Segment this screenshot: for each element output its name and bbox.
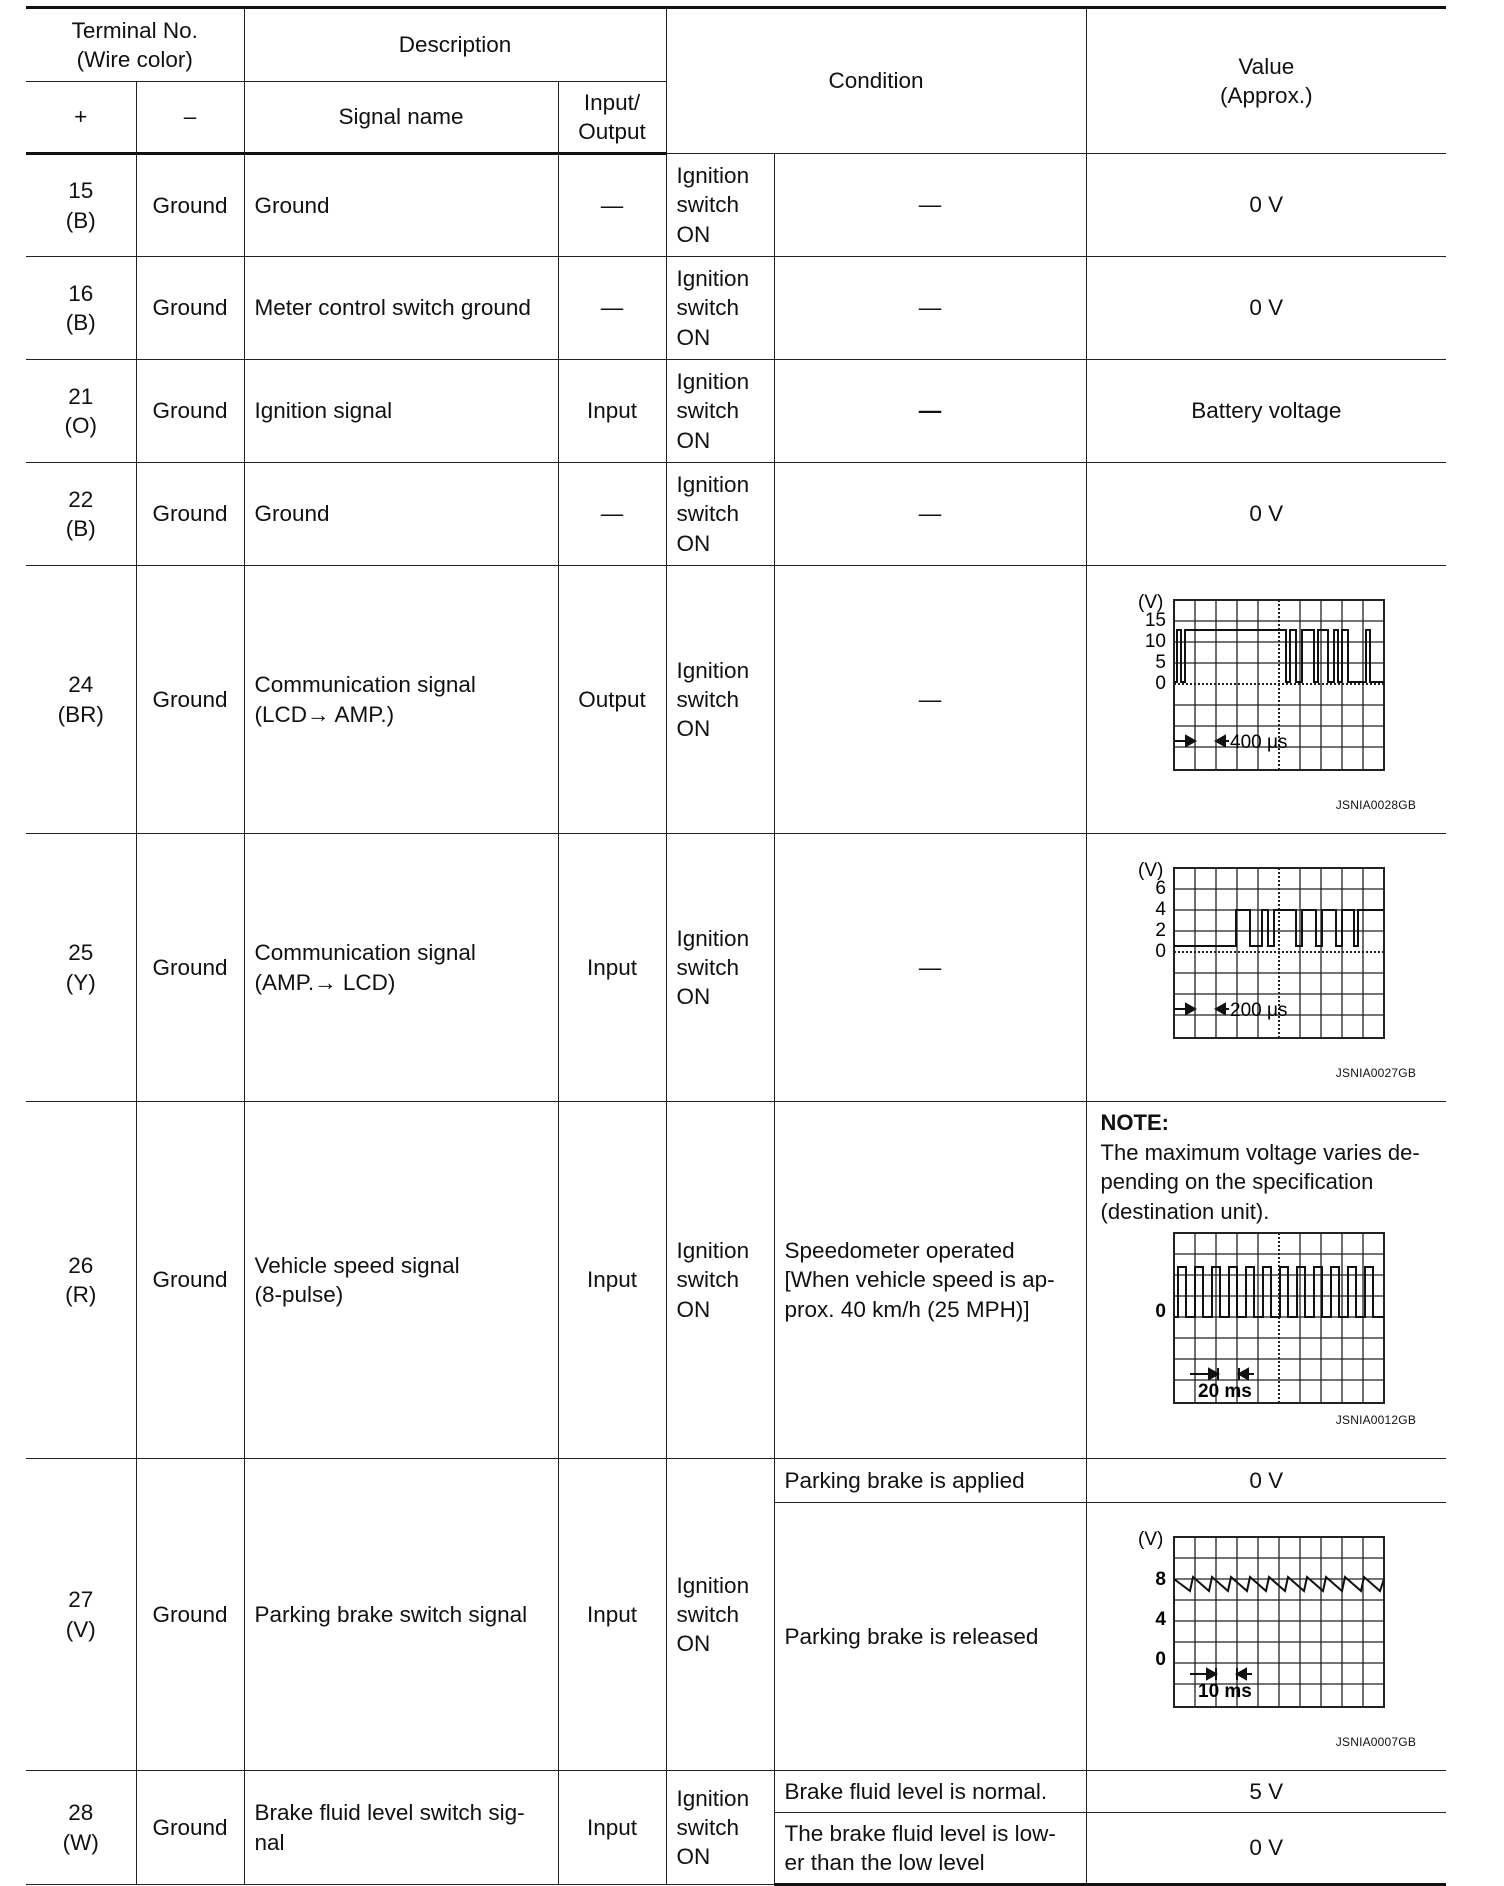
figure-code: JSNIA0007GB (1335, 1734, 1417, 1749)
signal-name-cell: Ignition signal (244, 360, 558, 463)
signal-name-cell: Communication signal (LCD→ AMP.) (244, 566, 558, 834)
io-cell: Input (558, 360, 666, 463)
io-cell: — (558, 257, 666, 360)
waveform-y-tick: 5 (1155, 651, 1167, 673)
waveform-y-tick: 0 (1155, 1648, 1167, 1670)
waveform-y-tick: 2 (1155, 919, 1167, 941)
condition-main-cell: Ignition switch ON (666, 566, 774, 834)
terminal-cell: 27 (V) (26, 1459, 136, 1771)
io-cell: — (558, 154, 666, 257)
value-cell: 0 V (1086, 154, 1446, 257)
minus-cell: Ground (136, 1102, 244, 1459)
header-plus: + (26, 82, 136, 154)
condition-sub-cell: The brake fluid level is low- er than the low level (774, 1813, 1086, 1885)
waveform-time-marker (1174, 1004, 1229, 1014)
condition-main-cell: Ignition switch ON (666, 1771, 774, 1885)
table-row (26, 1771, 1446, 1813)
condition-sub-cell: — (774, 834, 1086, 1102)
condition-sub-cell: — (774, 463, 1086, 566)
terminal-cell: 25 (Y) (26, 834, 136, 1102)
value-cell: 0 V (1086, 463, 1446, 566)
waveform-comm-amp-lcd (1096, 854, 1436, 1060)
condition-main-cell: Ignition switch ON (666, 257, 774, 360)
waveform-y-tick: 8 (1155, 1568, 1167, 1590)
waveform-y-tick: 0 (1155, 672, 1167, 694)
header-row-1 (26, 8, 1446, 82)
table-row (26, 360, 1446, 463)
figure-code: JSNIA0027GB (1335, 1065, 1417, 1080)
waveform-unit-label: (V) (1138, 1528, 1164, 1550)
waveform-time-label: 400 μs (1230, 731, 1288, 753)
terminal-spec-table (26, 6, 1446, 1886)
terminal-cell: 22 (B) (26, 463, 136, 566)
waveform-y-tick: 4 (1155, 1608, 1167, 1630)
condition-main-cell: Ignition switch ON (666, 1459, 774, 1771)
minus-cell: Ground (136, 360, 244, 463)
signal-name-cell: Parking brake switch signal (244, 1459, 558, 1771)
minus-cell: Ground (136, 257, 244, 360)
terminal-cell: 21 (O) (26, 360, 136, 463)
terminal-cell: 16 (B) (26, 257, 136, 360)
minus-cell: Ground (136, 834, 244, 1102)
minus-cell: Ground (136, 1771, 244, 1885)
header-signal-name: Signal name (244, 82, 558, 154)
waveform-y-tick: 6 (1155, 877, 1167, 899)
table-row (26, 463, 1446, 566)
table-row (26, 1102, 1446, 1459)
waveform-time-label: 10 ms (1198, 1680, 1253, 1702)
figure-code: JSNIA0028GB (1335, 797, 1417, 812)
waveform-unit-label: (V) (1138, 859, 1164, 881)
condition-sub-cell: — (774, 257, 1086, 360)
condition-sub-cell: Parking brake is released (774, 1503, 1086, 1771)
waveform-y-tick: 10 (1145, 630, 1167, 652)
condition-sub-cell: Speedometer operated [When vehicle speed is ap- prox. 40 km/h (25 MPH)] (774, 1102, 1086, 1459)
value-cell (1086, 1102, 1446, 1459)
minus-cell: Ground (136, 463, 244, 566)
io-cell: Output (558, 566, 666, 834)
waveform-y-tick: 0 (1155, 1300, 1167, 1322)
header-description: Description (244, 8, 666, 82)
io-cell: Input (558, 834, 666, 1102)
waveform-time-marker (1190, 1368, 1254, 1380)
waveform-unit-label: (V) (1138, 591, 1164, 613)
condition-sub-cell: — (774, 566, 1086, 834)
condition-main-cell: Ignition switch ON (666, 1102, 774, 1459)
condition-sub-cell: — (774, 154, 1086, 257)
header-terminal-no: Terminal No. (Wire color) (26, 8, 244, 82)
minus-cell: Ground (136, 1459, 244, 1771)
header-condition: Condition (666, 8, 1086, 154)
signal-name-cell: Meter control switch ground (244, 257, 558, 360)
condition-sub-cell: Parking brake is applied (774, 1459, 1086, 1503)
table-row (26, 834, 1446, 1102)
io-cell: Input (558, 1102, 666, 1459)
terminal-cell: 24 (BR) (26, 566, 136, 834)
minus-cell: Ground (136, 154, 244, 257)
waveform-time-label: 200 μs (1230, 999, 1288, 1021)
waveform-parking-brake (1096, 1523, 1436, 1729)
figure-code: JSNIA0012GB (1335, 1412, 1417, 1427)
table-row (26, 1459, 1446, 1503)
condition-main-cell: Ignition switch ON (666, 154, 774, 257)
signal-name-cell: Ground (244, 463, 558, 566)
signal-name-cell: Brake fluid level switch sig- nal (244, 1771, 558, 1885)
header-input-output: Input/ Output (558, 82, 666, 154)
header-minus: – (136, 82, 244, 154)
table-row (26, 154, 1446, 257)
waveform-y-tick: 15 (1145, 609, 1167, 631)
header-value: Value (Approx.) (1086, 8, 1446, 154)
terminal-cell: 15 (B) (26, 154, 136, 257)
note-block (1087, 1102, 1447, 1227)
signal-name-cell: Vehicle speed signal (8-pulse) (244, 1102, 558, 1459)
signal-name-cell: Communication signal (AMP.→ LCD) (244, 834, 558, 1102)
value-cell (1086, 566, 1446, 834)
condition-main-cell: Ignition switch ON (666, 463, 774, 566)
value-cell (1086, 834, 1446, 1102)
condition-sub-cell: Brake fluid level is normal. (774, 1771, 1086, 1813)
value-cell: 0 V (1086, 1813, 1446, 1885)
waveform-y-tick: 4 (1155, 898, 1167, 920)
waveform-time-marker (1174, 736, 1229, 746)
table-row (26, 566, 1446, 834)
terminal-cell: 26 (R) (26, 1102, 136, 1459)
value-cell (1086, 1503, 1446, 1771)
io-cell: — (558, 463, 666, 566)
note-text: The maximum voltage varies de- pending on the specification (destination unit). (1100, 1139, 1420, 1225)
waveform-time-label: 20 ms (1198, 1380, 1253, 1402)
waveform-time-marker (1190, 1668, 1252, 1680)
condition-sub-cell: — (774, 360, 1086, 463)
note-label: NOTE: (1100, 1110, 1169, 1135)
condition-main-cell: Ignition switch ON (666, 834, 774, 1102)
value-cell: 0 V (1086, 1459, 1446, 1503)
io-cell: Input (558, 1459, 666, 1771)
waveform-vehicle-speed (1096, 1227, 1436, 1407)
table-row (26, 257, 1446, 360)
waveform-y-tick: 0 (1155, 940, 1167, 962)
value-cell: 5 V (1086, 1771, 1446, 1813)
terminal-cell: 28 (W) (26, 1771, 136, 1885)
condition-main-cell: Ignition switch ON (666, 360, 774, 463)
minus-cell: Ground (136, 566, 244, 834)
signal-name-cell: Ground (244, 154, 558, 257)
waveform-comm-lcd-amp (1096, 586, 1436, 792)
io-cell: Input (558, 1771, 666, 1885)
value-cell: 0 V (1086, 257, 1446, 360)
value-cell: Battery voltage (1086, 360, 1446, 463)
